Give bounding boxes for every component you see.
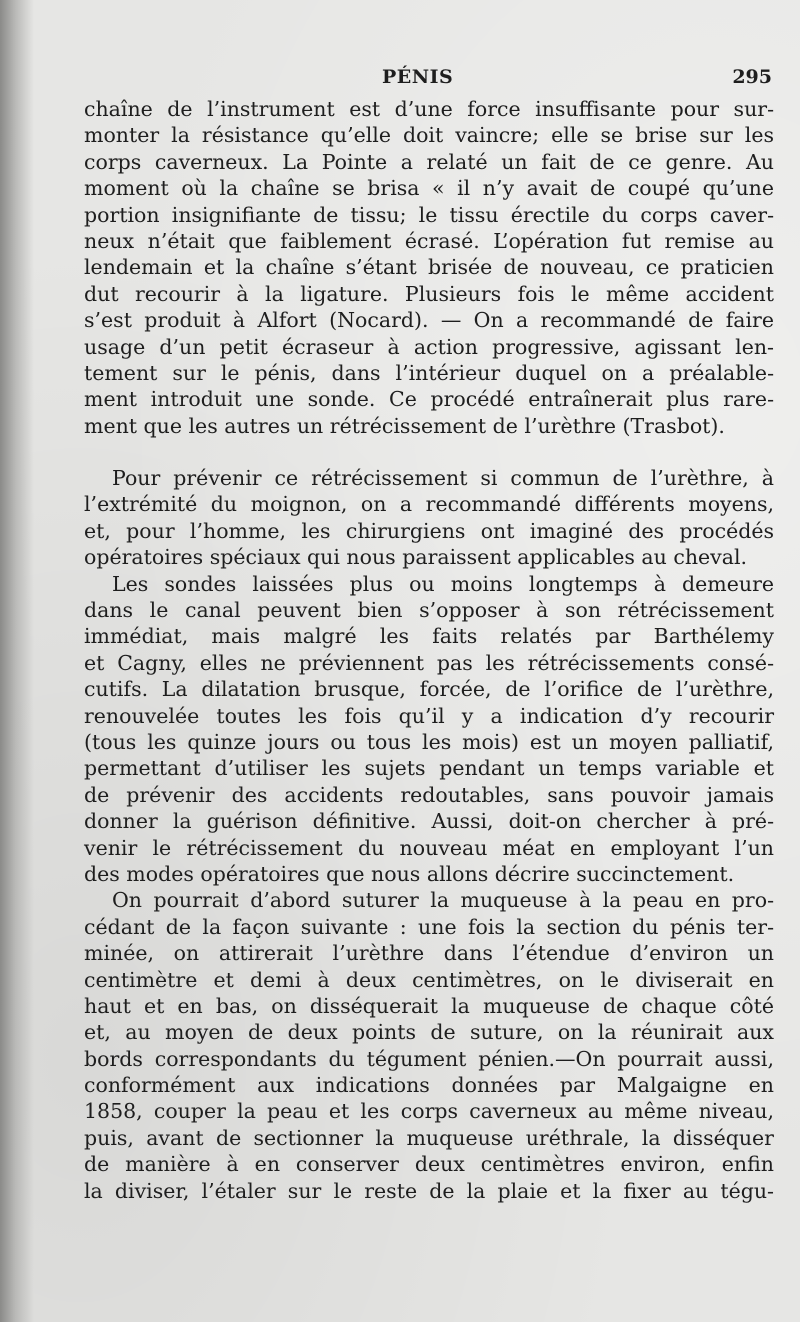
paragraph [84, 887, 774, 1204]
text-line: renouvelée toutes les fois qu’il y a indication d’y recourir [84, 703, 774, 728]
text-line: venir le rétrécissement du nouveau méat en employant l’un [84, 835, 774, 860]
text-line: Les sondes laissées plus ou moins longtemps à demeure [112, 571, 774, 596]
text-line: 1858, couper la peau et les corps caverneux au même niveau, [84, 1099, 774, 1124]
paragraph [84, 571, 774, 888]
text-line: portion insignifiante de tissu; le tissu érectile du corps caver- [84, 202, 774, 227]
paragraph [84, 96, 774, 439]
text-line: ment que les autres un rétrécissement de l’urèthre (Trasbot). [84, 413, 725, 438]
text-line: (tous les quinze jours ou tous les mois) est un moyen palliatif, [84, 729, 774, 754]
text-line: Pour prévenir ce rétrécissement si commun de l’urèthre, à [112, 466, 774, 491]
text-line: ment introduit une sonde. Ce procédé entraînerait plus rare- [84, 387, 774, 412]
page-header [84, 64, 796, 96]
text-line: usage d’un petit écraseur à action progressive, agissant len- [84, 334, 774, 359]
text-line: de prévenir des accidents redoutables, sans pouvoir jamais [84, 782, 774, 807]
body-text [84, 96, 774, 1204]
text-line: dut recourir à la ligature. Plusieurs fois le même accident [84, 281, 774, 306]
text-line: conformément aux indications données par Malgaigne en [84, 1073, 774, 1098]
text-line: cutifs. La dilatation brusque, forcée, de l’orifice de l’urèthre, [84, 677, 774, 702]
text-line: centimètre et demi à deux centimètres, on le diviserait en [84, 967, 774, 992]
text-line: l’extrémité du moignon, on a recommandé différents moyens, [84, 492, 774, 517]
text-line: tement sur le pénis, dans l’intérieur duquel on a préalable- [84, 360, 774, 385]
page-number: 295 [732, 66, 772, 88]
text-line: la diviser, l’étaler sur le reste de la plaie et la fixer au tégu- [84, 1178, 774, 1203]
text-line: On pourrait d’abord suturer la muqueuse à la peau en pro- [112, 888, 774, 913]
text-line: immédiat, mais malgré les faits relatés par Barthélemy [84, 624, 774, 649]
text-line: neux n’était que faiblement écrasé. L’opération fut remise au [84, 228, 774, 253]
text-line: bords correspondants du tégument pénien.—On pourrait aussi, [84, 1046, 774, 1071]
text-line: permettant d’utiliser les sujets pendant un temps variable et [84, 756, 774, 781]
text-line: corps caverneux. La Pointe a relaté un fait de ce genre. Au [84, 149, 774, 174]
text-line: donner la guérison définitive. Aussi, doit-on chercher à pré- [84, 809, 774, 834]
running-title: PÉNIS [382, 66, 454, 88]
text-line: cédant de la façon suivante : une fois la section du pénis ter- [84, 914, 774, 939]
binding-shadow [0, 0, 34, 1322]
text-line: et, pour l’homme, les chirurgiens ont imaginé des procédés [84, 518, 774, 543]
paragraph [84, 465, 774, 571]
text-line: de manière à en conserver deux centimètres environ, enfin [84, 1152, 774, 1177]
text-line: haut et en bas, on disséquerait la muqueuse de chaque côté [84, 993, 774, 1018]
text-line: chaîne de l’instrument est d’une force insuffisante pour sur- [84, 97, 774, 121]
text-line: et, au moyen de deux points de suture, on la réunirait aux [84, 1020, 774, 1045]
text-line: moment où la chaîne se brisa « il n’y avait de coupé qu’une [84, 176, 774, 201]
text-line: et Cagny, elles ne préviennent pas les rétrécissements consé- [84, 650, 774, 675]
text-line: dans le canal peuvent bien s’opposer à son rétrécissement [84, 598, 774, 623]
text-line: puis, avant de sectionner la muqueuse uréthrale, la disséquer [84, 1125, 774, 1150]
paragraph-gap [84, 439, 774, 465]
text-line: opératoires spéciaux qui nous paraissent applicables au cheval. [84, 545, 748, 570]
text-line: des modes opératoires que nous allons décrire succinctement. [84, 861, 735, 886]
text-line: s’est produit à Alfort (Nocard). — On a recommandé de faire [84, 308, 774, 333]
text-line: minée, on attirerait l’urèthre dans l’étendue d’environ un [84, 941, 774, 966]
text-line: lendemain et la chaîne s’étant brisée de nouveau, ce praticien [84, 255, 774, 280]
text-line: monter la résistance qu’elle doit vaincre; elle se brise sur les [84, 123, 774, 148]
